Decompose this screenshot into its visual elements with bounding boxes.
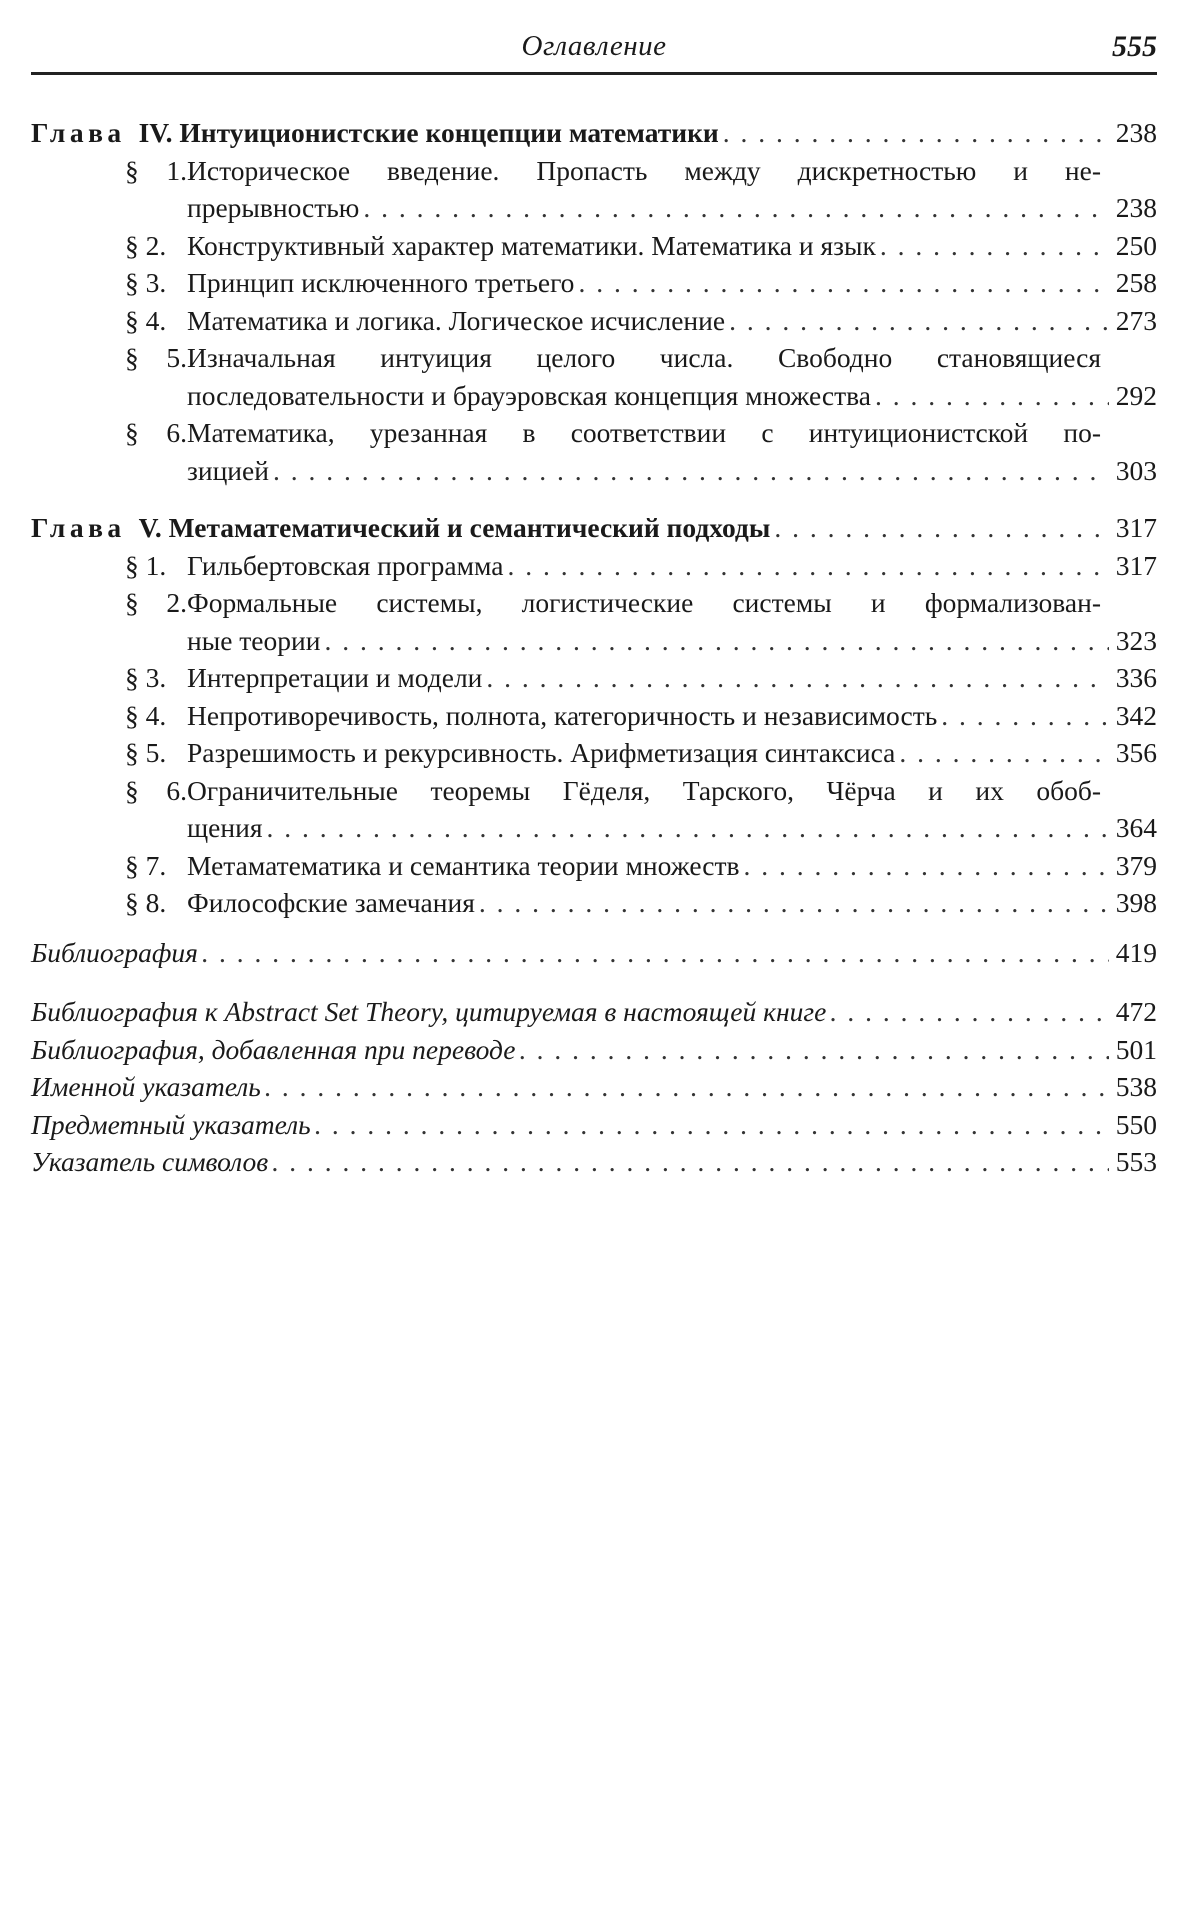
page-ref: 419 [1115, 936, 1157, 968]
section-number: § 4. [125, 304, 167, 336]
toc-section-continuation[interactable] [31, 809, 1157, 847]
section-title: Разрешимость и рекурсивность. Арифметизация синтаксиса [187, 737, 896, 768]
header-rule [31, 72, 1157, 75]
section-number: § 3. [125, 662, 167, 693]
dot-leader [315, 1106, 1109, 1144]
section-title-line2: последовательности и брауэровская концепция множества [187, 379, 871, 411]
running-head-title: Оглавление [521, 30, 667, 62]
page-number: 555 [1112, 30, 1157, 63]
page-ref: 238 [1115, 117, 1157, 148]
dot-leader [265, 1068, 1109, 1106]
page-ref: 356 [1115, 737, 1157, 768]
toc-back-matter-item[interactable] [31, 1106, 1157, 1144]
section-title: Интерпретации и модели [187, 662, 483, 693]
page-ref: 292 [1115, 379, 1157, 411]
entry-title: Указатель символов [31, 1146, 269, 1177]
page-ref: 303 [1115, 454, 1157, 486]
section-number: § 6. [125, 774, 187, 806]
page-ref: 538 [1115, 1071, 1157, 1102]
page-ref: 398 [1115, 887, 1157, 918]
page-ref: 238 [1115, 192, 1157, 223]
dot-leader [363, 189, 1109, 227]
dot-leader [774, 509, 1109, 547]
section-number: § 7. [125, 849, 167, 881]
entry-title: Именной указатель [31, 1071, 261, 1102]
section-title-line2: щения [187, 812, 263, 843]
dot-leader [875, 377, 1109, 415]
dot-leader [578, 264, 1109, 302]
toc-back-matter-item[interactable] [31, 1031, 1157, 1069]
toc-section[interactable] [31, 847, 1157, 885]
toc-section-continuation[interactable] [31, 452, 1157, 490]
section-title: Философские замечания [187, 887, 475, 918]
section-title-line1: Ограничительные теоремы Гёделя, Тарского, Чёрча и их обоб- [187, 774, 1101, 806]
toc-section-continuation[interactable] [31, 189, 1157, 227]
dot-leader [880, 227, 1109, 265]
page-ref: 550 [1115, 1108, 1157, 1140]
section-number: § 3. [125, 267, 167, 298]
page-ref: 336 [1115, 662, 1157, 693]
toc-section[interactable] [31, 697, 1157, 735]
dot-leader [520, 1031, 1110, 1069]
page-ref: 364 [1115, 812, 1157, 843]
toc-section[interactable] [31, 414, 1157, 452]
chapter-title: Интуиционистские концепции математики [179, 117, 719, 148]
page-ref: 342 [1115, 699, 1157, 731]
chapter-prefix: Глава [31, 512, 126, 543]
dot-leader [479, 884, 1109, 922]
section-number: § 6. [125, 417, 187, 448]
spacer [31, 922, 1157, 934]
toc-back-matter-item[interactable] [31, 934, 1157, 972]
spacer [31, 971, 1157, 993]
toc-chapter-4[interactable] [31, 114, 1157, 152]
page-ref: 250 [1115, 229, 1157, 261]
dot-leader [266, 809, 1109, 847]
section-number: § 8. [125, 887, 167, 918]
section-number: § 5. [125, 342, 187, 373]
toc-section[interactable] [31, 547, 1157, 585]
dot-leader [273, 452, 1109, 490]
entry-title: Библиография к Abstract Set Theory, цитируемая в настоящей книге [31, 996, 827, 1027]
entry-title: Библиография [31, 936, 198, 968]
toc-section[interactable] [31, 584, 1157, 622]
toc-section[interactable] [31, 339, 1157, 377]
chapter-numeral: V. [138, 512, 162, 543]
chapter-numeral: IV. [138, 117, 173, 148]
page-ref: 472 [1115, 996, 1157, 1027]
toc-section[interactable] [31, 659, 1157, 697]
dot-leader [272, 1143, 1109, 1181]
section-title-line1: Формальные системы, логистические системы и формализован- [187, 587, 1101, 618]
toc-section[interactable] [31, 884, 1157, 922]
toc-section[interactable] [31, 227, 1157, 265]
toc-section[interactable] [31, 772, 1157, 810]
page-ref: 379 [1115, 849, 1157, 881]
section-number: § 5. [125, 737, 167, 768]
chapter-title: Метаматематический и семантический подходы [168, 512, 771, 543]
toc-chapter-5[interactable] [31, 509, 1157, 547]
toc-section-continuation[interactable] [31, 622, 1157, 660]
section-title-line2: прерывностью [187, 192, 360, 223]
page-ref: 553 [1115, 1146, 1157, 1177]
toc-section[interactable] [31, 264, 1157, 302]
toc-back-matter-item[interactable] [31, 1068, 1157, 1106]
spacer [31, 489, 1157, 509]
section-title: Конструктивный характер математики. Математика и язык [187, 229, 876, 261]
dot-leader [486, 659, 1109, 697]
section-title: Непротиворечивость, полнота, категоричность и независимость [187, 699, 938, 731]
section-title-line2: зицией [187, 454, 269, 486]
dot-leader [830, 993, 1109, 1031]
dot-leader [743, 847, 1109, 885]
entry-title: Библиография, добавленная при переводе [31, 1033, 516, 1065]
page-ref: 258 [1115, 267, 1157, 298]
page-ref: 273 [1115, 304, 1157, 336]
section-number: § 1. [125, 549, 167, 581]
section-number: § 2. [125, 587, 187, 618]
chapter-prefix: Глава [31, 117, 126, 148]
dot-leader [899, 734, 1109, 772]
page-ref: 317 [1115, 512, 1157, 543]
dot-leader [941, 697, 1109, 735]
section-title-line1: Изначальная интуиция целого числа. Свободно становящиеся [187, 342, 1101, 373]
dot-leader [202, 934, 1109, 972]
table-of-contents [31, 114, 1157, 1181]
running-head [31, 30, 1157, 64]
section-number: § 1. [125, 154, 187, 186]
toc-back-matter-item[interactable] [31, 993, 1157, 1031]
section-title: Метаматематика и семантика теории множеств [187, 849, 740, 881]
section-title-line2: ные теории [187, 624, 321, 656]
toc-section[interactable] [31, 302, 1157, 340]
dot-leader [723, 114, 1109, 152]
toc-section[interactable] [31, 152, 1157, 190]
toc-section[interactable] [31, 734, 1157, 772]
dot-leader [507, 547, 1109, 585]
entry-title: Предметный указатель [31, 1108, 311, 1140]
toc-section-continuation[interactable] [31, 377, 1157, 415]
page-ref: 501 [1115, 1033, 1157, 1065]
section-title: Гильбертовская программа [187, 549, 504, 581]
section-number: § 4. [125, 699, 167, 731]
dot-leader [324, 622, 1109, 660]
toc-back-matter-item[interactable] [31, 1143, 1157, 1181]
section-title: Математика и логика. Логическое исчисление [187, 304, 726, 336]
section-title-line1: Математика, урезанная в соответствии с интуиционистской по- [187, 417, 1101, 448]
section-number: § 2. [125, 229, 167, 261]
section-title-line1: Историческое введение. Пропасть между дискретностью и не- [187, 154, 1101, 186]
page-ref: 317 [1115, 549, 1157, 581]
page-ref: 323 [1115, 624, 1157, 656]
dot-leader [729, 302, 1109, 340]
section-title: Принцип исключенного третьего [187, 267, 575, 298]
